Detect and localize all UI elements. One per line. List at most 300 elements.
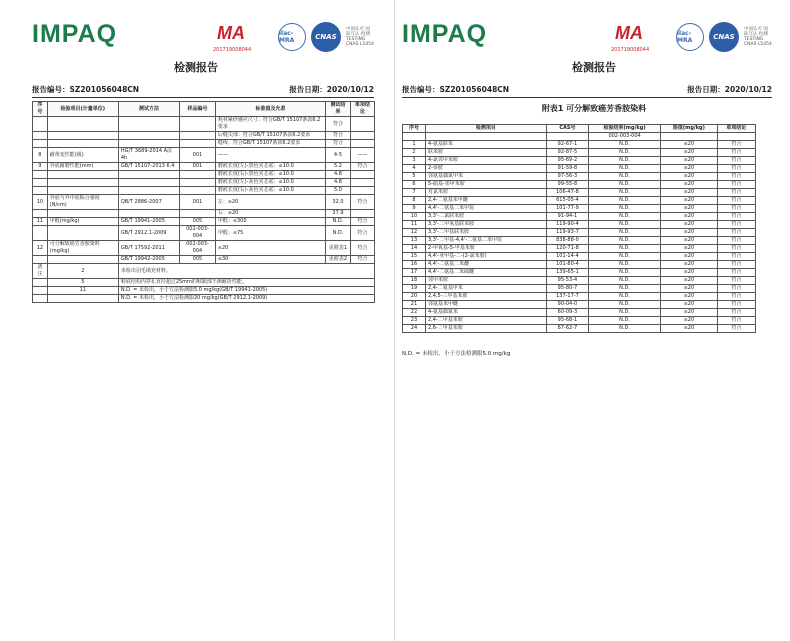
table-cell: 3,3'-二甲基联苯胺 (425, 229, 546, 237)
table-cell (350, 187, 374, 195)
table-cell (425, 133, 546, 141)
remark-number: 11 (47, 287, 118, 295)
table-header-row (33, 102, 375, 117)
table-cell: 符合 (326, 132, 350, 140)
table-row (33, 210, 375, 218)
table-cell: N.D. (589, 253, 661, 261)
table-row (403, 277, 756, 285)
table-cell (717, 133, 755, 141)
table-cell (47, 171, 118, 179)
table-cell: 001 (180, 148, 216, 163)
report-header (402, 84, 772, 98)
table-cell: N.D. (326, 218, 350, 226)
table-cell: 8 (403, 197, 426, 205)
table-cell: 20 (403, 293, 426, 301)
table-cell (350, 171, 374, 179)
table-row (403, 301, 756, 309)
table-row (403, 325, 756, 333)
table-cell: ≤20 (661, 189, 718, 197)
remarks-label (33, 279, 48, 287)
table-row (403, 229, 756, 237)
table-row (403, 173, 756, 181)
table-cell: 符合 (350, 195, 374, 210)
table-cell: ≤20 (661, 253, 718, 261)
table-cell: 002-003-004 (589, 133, 661, 141)
table-cell: 92-87-5 (546, 149, 588, 157)
table-cell: 缝线：符合GB/T 15107条款6.2要求 (215, 140, 325, 148)
table-cell: 87-62-7 (546, 325, 588, 333)
table-cell (350, 210, 374, 218)
table-cell: 符合 (717, 285, 755, 293)
table-cell: 90-04-0 (546, 301, 588, 309)
table-cell: 91-94-1 (546, 213, 588, 221)
table-cell: HG/T 3689-2014 A法 4h (118, 148, 179, 163)
table-cell: 符合 (717, 205, 755, 213)
table-cell: 23 (403, 317, 426, 325)
cma-mark (213, 21, 273, 53)
table-cell: ≤20 (661, 213, 718, 221)
report-page-2 (398, 0, 790, 641)
table-row (403, 285, 756, 293)
table-cell: 8 (33, 148, 48, 163)
table-cell (33, 171, 48, 179)
table-cell (33, 187, 48, 195)
cma-number: 201719008044 (611, 47, 650, 53)
table-cell: ≤20 (661, 325, 718, 333)
table-cell: 见附表1 (326, 241, 350, 256)
table-cell: N.D. (589, 141, 661, 149)
remarks-label: 备注 (33, 264, 48, 279)
table-cell: ≤20 (661, 317, 718, 325)
table-cell: N.D. (589, 205, 661, 213)
table-cell: N.D. (589, 213, 661, 221)
table-cell: 符合 (350, 256, 374, 264)
table-cell (118, 179, 179, 187)
table-row (403, 157, 756, 165)
table-cell: 002-003-004 (180, 241, 216, 256)
table-cell: 95-68-1 (546, 317, 588, 325)
table-cell: 4-5 (326, 148, 350, 163)
table-cell: ≤20 (661, 269, 718, 277)
table-cell: ≤20 (661, 285, 718, 293)
table-cell: 4.8 (326, 179, 350, 187)
report-header (32, 84, 374, 98)
table-cell: 甲醛(mg/kg) (47, 218, 118, 226)
table-row (403, 181, 756, 189)
table-cell: 符合 (717, 229, 755, 237)
table-cell: 符合 (717, 309, 755, 317)
table-cell: 4-氯邻甲苯胺 (425, 157, 546, 165)
table-cell: 4,4'-二氨基二苯硫醚 (425, 269, 546, 277)
table-cell: N.D. (589, 309, 661, 317)
table-cell: 符合 (717, 173, 755, 181)
table-row (403, 189, 756, 197)
remark-row (33, 264, 375, 279)
remark-row (33, 287, 375, 295)
table-header-cell: 检验项目(计量单位) (47, 102, 118, 117)
table-header-cell: 单项结论 (350, 102, 374, 117)
table-cell: 21 (403, 301, 426, 309)
table-cell: 4 (403, 165, 426, 173)
table-cell: 9 (33, 163, 48, 171)
table-cell (180, 179, 216, 187)
table-cell: 符合 (717, 269, 755, 277)
cma-mark-text: MA (615, 23, 643, 43)
table-row (33, 187, 375, 195)
table-cell: ≤20 (661, 309, 718, 317)
table-row (33, 256, 375, 264)
cnas-icon: CNAS (311, 22, 341, 52)
table-cell: 101-77-9 (546, 205, 588, 213)
table-cell: ≤20 (661, 301, 718, 309)
table-cell: 符合 (350, 241, 374, 256)
table-cell (180, 171, 216, 179)
table-cell: 磨痕长度(左)-黑色实芯底：≤10.0 (215, 163, 325, 171)
table-cell: 10 (403, 213, 426, 221)
table-cell: 1 (403, 141, 426, 149)
table-row (33, 241, 375, 256)
table-cell: N.D. (589, 285, 661, 293)
table-cell (118, 117, 179, 132)
table-cell: N.D. (589, 165, 661, 173)
impaq-logo: IMPAQ (402, 20, 488, 48)
table-cell (180, 187, 216, 195)
table-cell: 32.0 (326, 195, 350, 210)
table-row (33, 117, 375, 132)
table-cell (180, 140, 216, 148)
table-row (33, 148, 375, 163)
table-subheader-row (403, 133, 756, 141)
table-row (33, 195, 375, 210)
table-cell: 11 (403, 221, 426, 229)
cma-number: 201719008044 (213, 47, 252, 53)
table-cell: 119-93-7 (546, 229, 588, 237)
table-cell: 2-甲氧基-5-甲基苯胺 (425, 245, 546, 253)
table-cell: 101-14-4 (546, 253, 588, 261)
cnas-text: 中国认可 国际互认 检测 TESTING CNAS L5454 (744, 27, 772, 47)
table-cell: 91-59-8 (546, 165, 588, 173)
table-cell: N.D. (589, 317, 661, 325)
ilac-mra-icon: ilac-MRA (278, 23, 306, 51)
table-header-cell: 单项结论 (717, 125, 755, 133)
table-cell: 6 (403, 181, 426, 189)
table-header-row (403, 125, 756, 133)
remarks-label (33, 287, 48, 295)
table-cell: 符合 (717, 261, 755, 269)
remark-number (47, 295, 118, 303)
table-cell: 符合 (350, 163, 374, 171)
table-cell: ≤20 (661, 157, 718, 165)
table-cell: 符合 (326, 140, 350, 148)
table-cell: 95-53-4 (546, 277, 588, 285)
cma-mark-text: MA (217, 23, 245, 43)
table-cell: GB/T 17592-2011 (118, 241, 179, 256)
table-cell (33, 140, 48, 148)
report-date: 报告日期：2020/10/12 (289, 85, 374, 94)
table-cell: 16 (403, 261, 426, 269)
table-cell: 001 (180, 163, 216, 171)
table-cell (47, 256, 118, 264)
table-row (33, 171, 375, 179)
table-cell: 22 (403, 309, 426, 317)
table-cell: 60-09-3 (546, 309, 588, 317)
table-cell (350, 140, 374, 148)
table-cell: 符合 (717, 245, 755, 253)
table-header-cell: 检测项目 (425, 125, 546, 133)
remark-number: 5 (47, 279, 118, 287)
table-cell: 符合 (717, 157, 755, 165)
table-cell: N.D. (589, 269, 661, 277)
table-cell: 符合 (717, 181, 755, 189)
certification-marks (213, 21, 374, 53)
table-cell: N.D. (589, 229, 661, 237)
table-cell: 见附表2 (326, 256, 350, 264)
page-divider (394, 0, 395, 641)
table-header-cell: 检验结果(mg/kg) (589, 125, 661, 133)
table-row (403, 317, 756, 325)
table-cell (546, 133, 588, 141)
table-cell: N.D. (589, 173, 661, 181)
table-cell: 2,4-二氨基甲苯 (425, 285, 546, 293)
table-cell: 005 (180, 218, 216, 226)
table-cell: GB/T 19942-2005 (118, 256, 179, 264)
table-cell: 15 (403, 253, 426, 261)
cma-mark (611, 21, 671, 53)
table-cell: ≤20 (661, 261, 718, 269)
table-header-cell: 标准值及允差 (215, 102, 325, 117)
table-cell: 4-氨基偶氮苯 (425, 309, 546, 317)
table-cell: 5.2 (326, 163, 350, 171)
table-cell: GB/T 2912.1-2009 (118, 226, 179, 241)
table-cell: 2,6-二甲基苯胺 (425, 325, 546, 333)
table-row (403, 149, 756, 157)
table-cell (661, 133, 718, 141)
table-cell: ≤20 (215, 241, 325, 256)
table-cell: ≤20 (661, 245, 718, 253)
table-cell: 甲醛：≤300 (215, 218, 325, 226)
table-cell: ≤20 (661, 229, 718, 237)
table-cell (33, 226, 48, 241)
table-header-cell: 测试方法 (118, 102, 179, 117)
table-cell: —— (215, 148, 325, 163)
table-cell: 95-69-2 (546, 157, 588, 165)
table-cell: 3,3'-二甲氧基联苯胺 (425, 221, 546, 229)
table-cell (118, 210, 179, 218)
table-cell: GB/T 15107-2013 6.4 (118, 163, 179, 171)
table-cell: 符合 (717, 141, 755, 149)
table-cell (118, 140, 179, 148)
table-cell: 2-萘胺 (425, 165, 546, 173)
report-title: 检测报告 (572, 61, 616, 74)
table-cell: 92-67-1 (546, 141, 588, 149)
table-cell: 符合 (717, 237, 755, 245)
remark-text: 鞋底结构内穿孔直径超过25mm的鞋跟部不测耐折性能。 (118, 279, 374, 287)
table-cell (118, 132, 179, 140)
table-row (403, 293, 756, 301)
table-row (403, 245, 756, 253)
table-cell (118, 171, 179, 179)
remark-row (33, 279, 375, 287)
table-cell: ≤20 (661, 277, 718, 285)
table-cell: 615-05-4 (546, 197, 588, 205)
table-cell: 838-88-0 (546, 237, 588, 245)
table-cell (33, 132, 48, 140)
table-cell (350, 179, 374, 187)
table-cell: 4.8 (326, 171, 350, 179)
table-cell: 005 (180, 256, 216, 264)
table-row (403, 261, 756, 269)
table-cell: 5.0 (326, 187, 350, 195)
table-cell (33, 117, 48, 132)
cnas-text: 中国认可 国际互认 检测 TESTING CNAS L5454 (346, 27, 374, 47)
table-cell: 101-80-4 (546, 261, 588, 269)
table-cell (47, 210, 118, 218)
table-cell: 符合 (350, 218, 374, 226)
table-cell: 106-47-8 (546, 189, 588, 197)
table-cell: 12 (33, 241, 48, 256)
certification-marks (611, 21, 772, 53)
table-cell: 甲醛：≤75 (215, 226, 325, 241)
table-cell: 左：≥20 (215, 195, 325, 210)
table-cell: 对氯苯胺 (425, 189, 546, 197)
table-cell (47, 226, 118, 241)
test-results-table (32, 101, 375, 303)
table-cell: N.D. (589, 237, 661, 245)
table-cell (180, 132, 216, 140)
table-cell: 4,4'-二氨基二苯甲烷 (425, 205, 546, 213)
table-cell: 符合 (717, 149, 755, 157)
table-row (403, 269, 756, 277)
table-cell: ≤20 (661, 141, 718, 149)
table-cell: 符合 (717, 277, 755, 285)
table-row (33, 179, 375, 187)
table-cell: N.D. (589, 181, 661, 189)
table-cell: 磨痕长度(右)-灰色实芯底：≤10.0 (215, 187, 325, 195)
annex-title: 附表1 可分解致癌芳香胺染料 (541, 104, 647, 113)
table-cell: 4,4'-亚甲基-二-(2-氯苯胺) (425, 253, 546, 261)
table-cell: ≤20 (661, 181, 718, 189)
report-page-1 (0, 0, 392, 641)
table-cell: 外底耐磨性能(mm) (47, 163, 118, 171)
table-header-cell: 测试结果 (326, 102, 350, 117)
table-cell (350, 117, 374, 132)
table-cell: ≤20 (661, 197, 718, 205)
table-row (33, 218, 375, 226)
table-cell: 14 (403, 245, 426, 253)
table-cell: GB/T 19941-2005 (118, 218, 179, 226)
table-cell: 符合 (326, 117, 350, 132)
remark-text: N.D. = 未检出，小于方法检测限20 mg/kg(GB/T 2912.1-2009) (118, 295, 374, 303)
table-cell: N.D. (589, 261, 661, 269)
remark-row (33, 295, 375, 303)
table-cell: N.D. (589, 277, 661, 285)
table-cell (403, 133, 426, 141)
table-cell: 2 (403, 149, 426, 157)
table-cell (33, 210, 48, 218)
table-cell: 耐黄变性能(级) (47, 148, 118, 163)
table-cell: 符合 (717, 301, 755, 309)
table-cell: 99-55-8 (546, 181, 588, 189)
table-cell: ≤20 (661, 221, 718, 229)
table-cell: 3 (403, 157, 426, 165)
table-cell: N.D. (589, 325, 661, 333)
table-row (403, 213, 756, 221)
table-cell: ≤20 (661, 149, 718, 157)
table-cell (118, 187, 179, 195)
table-cell: 19 (403, 285, 426, 293)
table-row (33, 163, 375, 171)
aromatic-amine-table (402, 124, 756, 333)
table-cell (47, 140, 118, 148)
table-cell (47, 179, 118, 187)
table-row (33, 140, 375, 148)
table-row (403, 205, 756, 213)
table-cell: 后缝尖部：符合GB/T 15107条款6.2要求 (215, 132, 325, 140)
table-cell: 2,4-二氨基苯甲醚 (425, 197, 546, 205)
table-row (403, 141, 756, 149)
table-cell: 符合 (717, 317, 755, 325)
remarks-label (33, 295, 48, 303)
table-cell: 119-90-4 (546, 221, 588, 229)
table-row (403, 197, 756, 205)
impaq-logo: IMPAQ (32, 20, 118, 48)
table-cell: ≤20 (661, 237, 718, 245)
table-cell: 邻甲苯胺 (425, 277, 546, 285)
table-cell: 4,4'-二氨基二苯醚 (425, 261, 546, 269)
table-cell: 137-17-7 (546, 293, 588, 301)
table-cell: 11 (33, 218, 48, 226)
ilac-mra-icon: ilac-MRA (676, 23, 704, 51)
table-row (403, 165, 756, 173)
table-cell (33, 179, 48, 187)
table-cell: 7 (403, 189, 426, 197)
table-cell: 9 (403, 205, 426, 213)
table-header-cell: 样品编号 (180, 102, 216, 117)
table-cell: 97-56-3 (546, 173, 588, 181)
report-title: 检测报告 (174, 61, 218, 74)
table-cell: 95-80-7 (546, 285, 588, 293)
table-row (33, 132, 375, 140)
table-cell: 邻氨基偶氮甲苯 (425, 173, 546, 181)
table-cell (47, 132, 118, 140)
table-cell: 邻氨基苯甲醚 (425, 301, 546, 309)
table-row (403, 221, 756, 229)
table-cell: 10 (33, 195, 48, 210)
table-cell: 右：≥20 (215, 210, 325, 218)
table-cell: 符合 (350, 226, 374, 241)
table-cell (33, 256, 48, 264)
table-cell: 符合 (717, 293, 755, 301)
table-cell: N.D. (589, 245, 661, 253)
report-number: 报告编号：SZ201056048CN (402, 85, 510, 94)
table-cell: 磨痕长度(右)-黑色实芯底：≤10.0 (215, 171, 325, 179)
table-cell: 3,3'-二甲基-4,4'-二氨基二苯甲烷 (425, 237, 546, 245)
table-cell: N.D. (589, 157, 661, 165)
table-cell: 17 (403, 269, 426, 277)
table-cell: 符合 (717, 325, 755, 333)
cnas-icon: CNAS (709, 22, 739, 52)
table-cell: —— (350, 148, 374, 163)
table-cell: 联苯胺 (425, 149, 546, 157)
remark-number: 2 (47, 264, 118, 279)
table-cell: 耗材紧纱感应尺寸：符合GB/T 15107条款6.2要求 (215, 117, 325, 132)
table-cell: ≤20 (661, 173, 718, 181)
table-cell: 24 (403, 325, 426, 333)
table-cell: 001 (180, 195, 216, 210)
table-cell: 002-003-004 (180, 226, 216, 241)
table-cell: 139-65-1 (546, 269, 588, 277)
table-cell: 符合 (717, 221, 755, 229)
